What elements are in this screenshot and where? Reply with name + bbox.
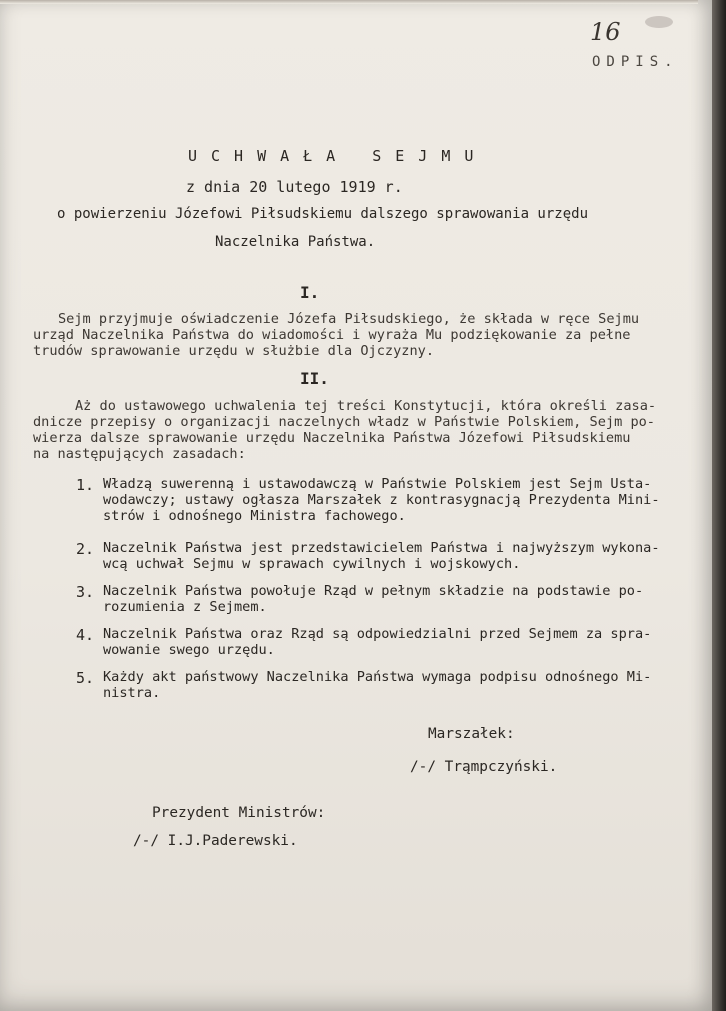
document-subject-line-2: Naczelnika Państwa. — [215, 234, 376, 250]
list-item-line: wcą uchwał Sejmu w sprawach cywilnych i wojskowych. — [103, 556, 521, 572]
list-item-line: nistra. — [103, 685, 161, 701]
prime-minister-title: Prezydent Ministrów: — [152, 805, 326, 821]
list-item-line: Władzą suwerenną i ustawodawczą w Państwie Polskiem jest Sejm Usta- — [103, 476, 652, 492]
list-item-line: Każdy akt państwowy Naczelnika Państwa wymaga podpisu odnośnego Mi- — [103, 669, 652, 685]
document-date: z dnia 20 lutego 1919 r. — [186, 178, 403, 196]
section-2-intro-line: na następujących zasadach: — [33, 446, 246, 462]
section-2-intro-line: wierza dalsze sprawowanie urzędu Naczelnika Państwa Józefowi Piłsudskiemu — [33, 430, 631, 446]
archive-stamp-mark — [645, 16, 673, 28]
list-item-number: 3. — [76, 583, 95, 601]
page-edge-shadow — [712, 0, 726, 1011]
section-1-line: Sejm przyjmuje oświadczenie Józefa Piłsudskiego, że składa w ręce Sejmu — [58, 311, 640, 327]
list-item-line: Naczelnik Państwa powołuje Rząd w pełnym składzie na podstawie po- — [103, 583, 644, 599]
list-item-number: 4. — [76, 626, 95, 644]
list-item-line: rozumienia z Sejmem. — [103, 599, 267, 615]
section-1-line: trudów sprawowanie urzędu w służbie dla Ojczyzny. — [33, 343, 435, 359]
document-subject-line-1: o powierzeniu Józefowi Piłsudskiemu dalszego sprawowania urzędu — [57, 206, 589, 222]
section-2-number: II. — [300, 369, 329, 388]
marshal-title: Marszałek: — [428, 726, 515, 742]
list-item-line: strów i odnośnego Ministra fachowego. — [103, 508, 406, 524]
section-1-number: I. — [300, 283, 320, 302]
copy-label: ODPIS. — [592, 54, 679, 70]
marshal-signature: /-/ Trąmpczyński. — [410, 759, 558, 775]
handwritten-page-number: 16 — [590, 18, 621, 46]
list-item-number: 1. — [76, 476, 95, 494]
list-item-number: 2. — [76, 540, 95, 558]
list-item-line: wowanie swego urzędu. — [103, 642, 275, 658]
list-item-number: 5. — [76, 669, 95, 687]
prime-minister-signature: /-/ I.J.Paderewski. — [133, 833, 298, 849]
list-item-line: Naczelnik Państwa oraz Rząd są odpowiedzialni przed Sejmem za spra- — [103, 626, 652, 642]
section-2-intro-line: Aż do ustawowego uchwalenia tej treści Konstytucji, która określi zasa- — [75, 398, 657, 414]
list-item-line: Naczelnik Państwa jest przedstawicielem Państwa i najwyższym wykona- — [103, 540, 660, 556]
page-top-edge — [0, 0, 698, 4]
section-2-intro-line: dnicze przepisy o organizacji naczelnych władz w Państwie Polskiem, Sejm po- — [33, 414, 655, 430]
section-1-line: urząd Naczelnika Państwa do wiadomości i wyraża Mu podziękowanie za pełne — [33, 327, 631, 343]
document-title: UCHWAŁA SEJMU — [188, 147, 488, 165]
list-item-line: wodawczy; ustawy ogłasza Marszałek z kontrasygnacją Prezydenta Mini- — [103, 492, 660, 508]
